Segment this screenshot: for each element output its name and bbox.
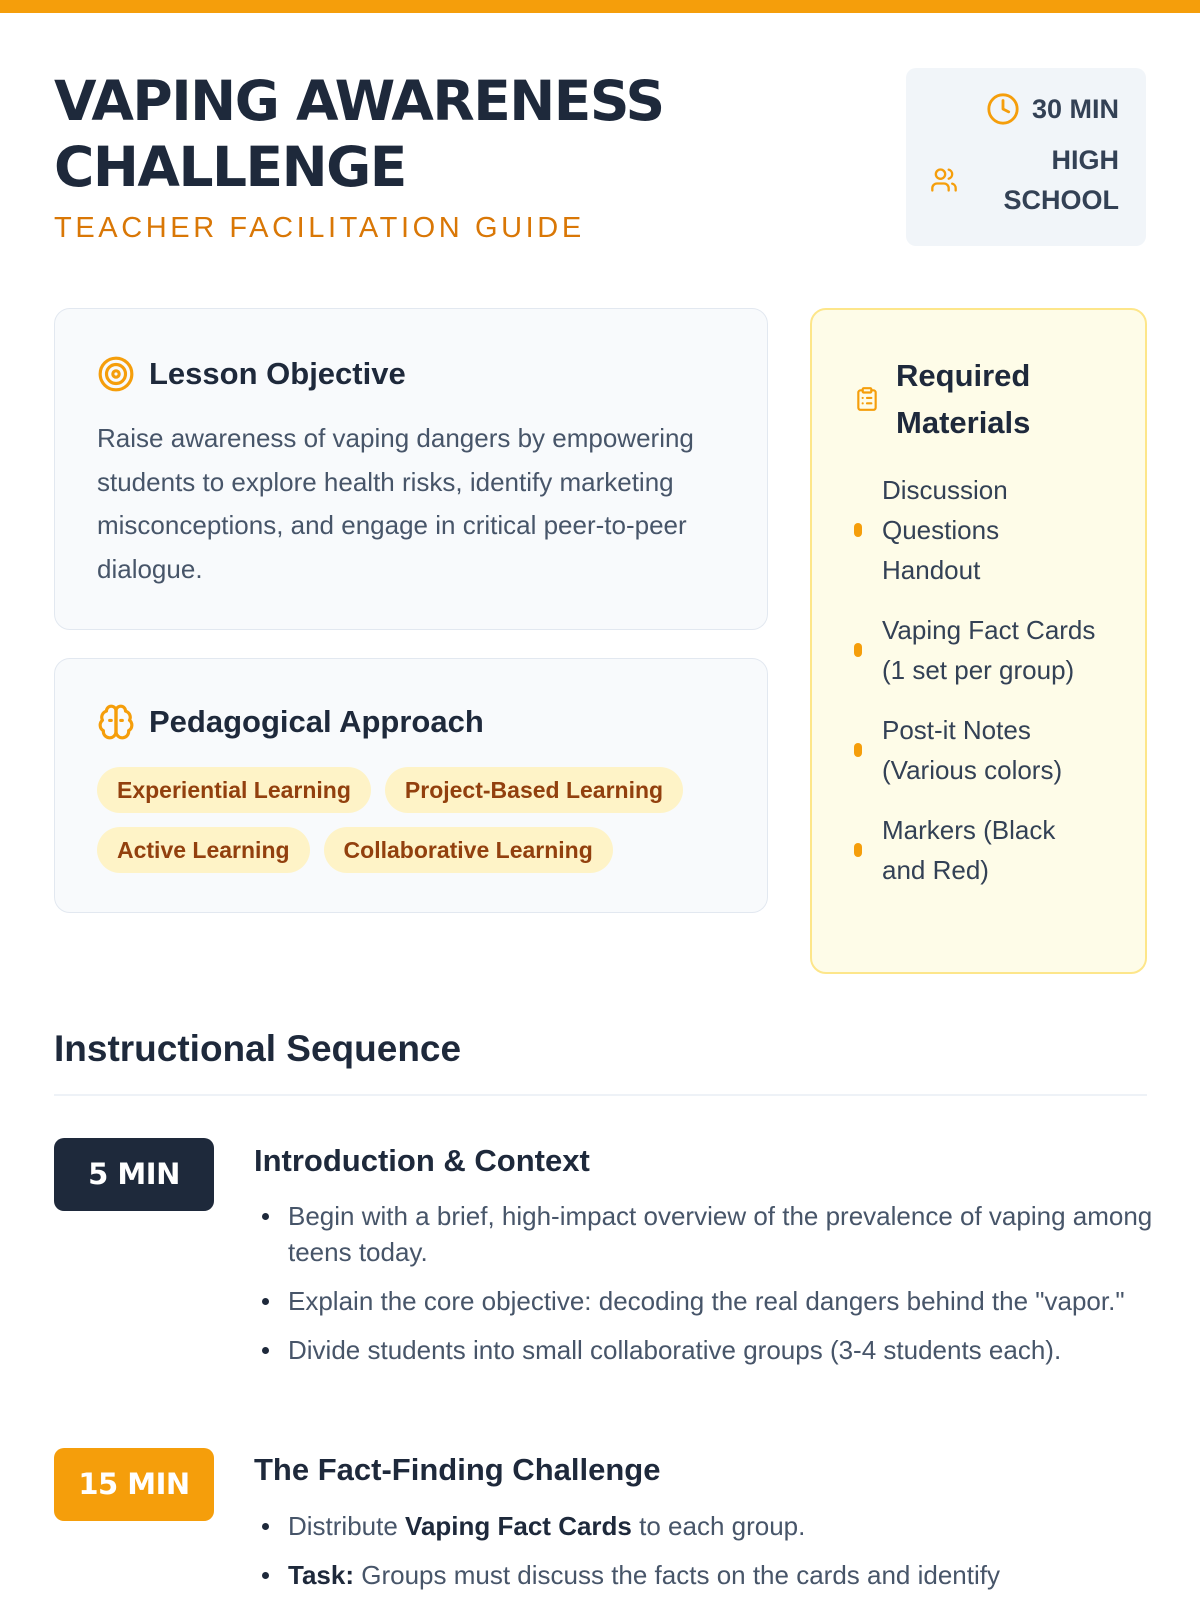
step-2-title: The Fact-Finding Challenge	[254, 1452, 661, 1487]
materials-heading	[854, 352, 1030, 446]
objective-heading	[97, 355, 406, 393]
top-accent-bar	[0, 0, 1200, 13]
duration-text: 30 MIN	[1031, 93, 1119, 124]
tag-collaborative-learning: Collaborative Learning	[324, 827, 613, 873]
step-1-time-badge: 5 MIN	[54, 1138, 214, 1211]
step-bullet	[254, 1557, 1154, 1593]
duration-meta	[986, 92, 1119, 126]
audience-meta	[930, 140, 1119, 220]
material-item-text: Markers (Black and Red)	[882, 815, 1056, 885]
bullet-text: Groups must discuss the facts on the cards and identify	[354, 1560, 1000, 1590]
brain-icon	[97, 703, 135, 741]
tag-active-learning: Active Learning	[97, 827, 310, 873]
bullet-text: Distribute	[288, 1511, 406, 1541]
step-bullet: Divide students into small collaborative groups (3-4 students each).	[254, 1332, 1154, 1368]
materials-heading-line-2: Materials	[896, 405, 1031, 440]
step-bullet: Explain the core objective: decoding the real dangers behind the "vapor."	[254, 1283, 1154, 1319]
title-line-1: VAPING AWARENESS	[54, 69, 664, 133]
page-subtitle: TEACHER FACILITATION GUIDE	[54, 212, 585, 244]
step-2-bullets	[254, 1508, 1154, 1600]
material-item	[854, 470, 1104, 590]
clock-icon	[986, 92, 1020, 126]
step-1-title: Introduction & Context	[254, 1143, 590, 1178]
bullet-dot	[854, 743, 862, 757]
material-item	[854, 710, 1104, 790]
lesson-objective-card	[54, 308, 768, 630]
materials-heading-line-1: Required	[896, 358, 1031, 393]
material-item-text: Post-it Notes (Various colors)	[882, 715, 1063, 785]
material-item-text: Discussion Questions Handout	[882, 475, 1008, 585]
tag-experiential-learning: Experiential Learning	[97, 767, 371, 813]
material-item-text: Vaping Fact Cards (1 set per group)	[882, 615, 1096, 685]
page-title	[54, 68, 814, 200]
bullet-dot	[854, 523, 862, 537]
users-icon	[930, 166, 958, 194]
materials-list	[854, 470, 1104, 910]
tag-project-based-learning: Project-Based Learning	[385, 767, 683, 813]
pedagogical-approach-card	[54, 658, 768, 913]
target-icon	[97, 355, 135, 393]
required-materials-card	[810, 308, 1147, 974]
bullet-dot	[854, 643, 862, 657]
audience-line-2: SCHOOL	[1003, 185, 1119, 215]
lesson-meta-box	[906, 68, 1146, 246]
clipboard-icon	[854, 384, 880, 414]
objective-text: Raise awareness of vaping dangers by empowering students to explore health risks, identify marketing misconceptions, and engage in critical peer-to-peer dialogue.	[97, 423, 694, 584]
bullet-text: to each group.	[631, 1511, 806, 1541]
instructional-sequence-heading: Instructional Sequence	[54, 1028, 462, 1069]
step-2-time-badge: 15 MIN	[54, 1448, 214, 1521]
step-bullet: Begin with a brief, high-impact overview of the prevalence of vaping among teens today.	[254, 1198, 1154, 1270]
objective-heading-text: Lesson Objective	[149, 356, 406, 391]
bullet-emphasis: Task:	[288, 1560, 354, 1590]
material-item	[854, 810, 1104, 890]
bullet-dot	[854, 843, 862, 857]
step-bullet	[254, 1508, 1154, 1544]
audience-text	[1003, 140, 1119, 220]
title-line-2: CHALLENGE	[54, 135, 406, 199]
step-1-bullets	[254, 1198, 1154, 1381]
material-item	[854, 610, 1104, 690]
audience-line-1: HIGH	[1051, 145, 1119, 175]
bullet-emphasis: Vaping Fact Cards	[405, 1511, 632, 1541]
approach-heading-text: Pedagogical Approach	[149, 704, 484, 739]
section-divider	[54, 1094, 1147, 1096]
approach-heading	[97, 703, 484, 741]
approach-tags	[97, 767, 737, 873]
